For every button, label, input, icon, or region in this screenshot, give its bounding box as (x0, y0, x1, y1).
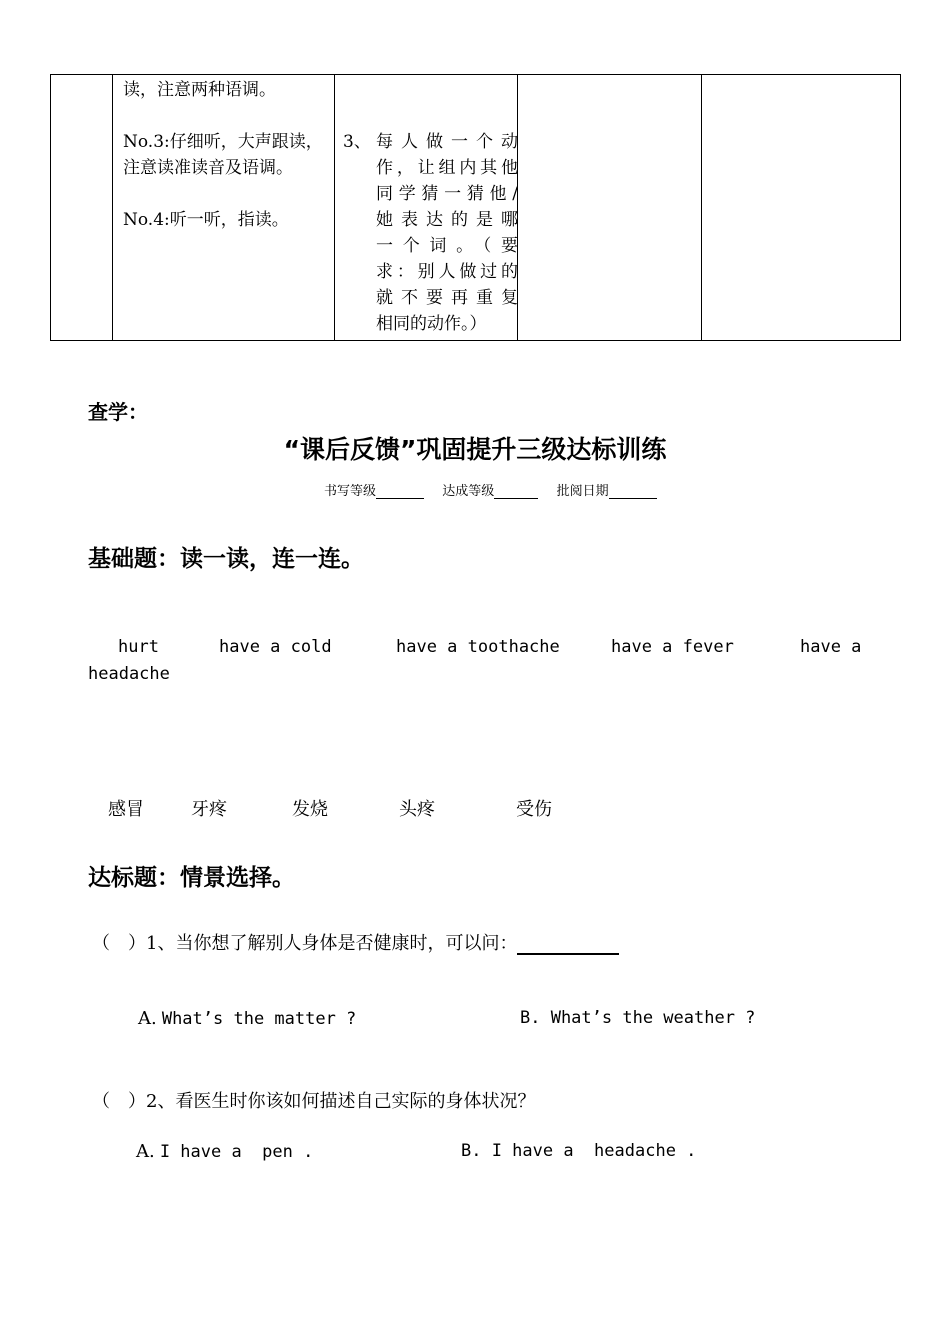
question-1-option-a[interactable] (138, 1008, 356, 1029)
table-cell-activities (123, 77, 335, 233)
question-1-text: （ ）1、当你想了解别人身体是否健康时，可以问： (92, 933, 518, 954)
cell-line: 同学猜一猜他/ (376, 184, 518, 204)
option-a-text: I have a pen . (159, 1142, 314, 1162)
english-word-3: have a toothache (396, 637, 560, 657)
cell-line: No.3:仔细听，大声跟读，注意读准读音及语调。 (123, 132, 323, 178)
question-1 (92, 929, 619, 955)
chinese-word-4: 头疼 (399, 799, 435, 820)
english-word-4: have a fever (611, 637, 734, 657)
cell-line: 读，注意两种语调。 (123, 80, 276, 100)
option-a-label: A. (136, 1141, 155, 1162)
cell-line: No.4:听一听，指读。 (123, 210, 289, 230)
cell-line: 一个词。（要 (376, 236, 518, 256)
chinese-word-3: 发烧 (292, 799, 328, 820)
table-divider (701, 75, 702, 340)
english-word-1: hurt (118, 637, 159, 657)
chinese-word-5: 受伤 (516, 799, 552, 820)
question-2-text: （ ）2、看医生时你该如何描述自己实际的身体状况？ (92, 1091, 536, 1112)
achieve-grade-label: 达成等级 (442, 484, 495, 499)
grade-line (324, 480, 657, 499)
review-date-label: 批阅日期 (556, 484, 609, 499)
option-a-label: A. (138, 1008, 157, 1029)
english-word-5-wrap: headache (88, 664, 170, 684)
english-word-5: have a (800, 637, 862, 657)
table-divider (112, 75, 113, 340)
english-word-2: have a cold (219, 637, 332, 657)
check-label: 查学： (88, 400, 148, 424)
question-1-answer-blank[interactable] (517, 933, 619, 955)
question-1-option-b[interactable]: B. What’s the weather ? (520, 1008, 756, 1028)
cell-line: 就不要再重复 (376, 288, 518, 308)
item-number: 3、 (343, 132, 371, 152)
option-a-text: What’s the matter ? (161, 1009, 357, 1029)
standard-heading: 达标题：情景选择。 (88, 864, 295, 891)
cell-line: 作，让组内其他 (376, 158, 518, 178)
cell-line: 相同的动作。） (376, 314, 487, 334)
cell-line: 她表达的是哪 (376, 210, 518, 230)
lesson-table (50, 74, 901, 341)
basic-heading: 基础题：读一读，连一连。 (88, 545, 364, 572)
chinese-word-1: 感冒 (108, 799, 144, 820)
achieve-grade-blank[interactable] (494, 498, 538, 499)
writing-grade-blank[interactable] (376, 498, 424, 499)
cell-line: 每人做一个动 (376, 132, 518, 152)
review-date-blank[interactable] (609, 498, 657, 499)
writing-grade-label: 书写等级 (324, 484, 377, 499)
chinese-word-2: 牙疼 (191, 799, 227, 820)
page-title: “课后反馈”巩固提升三级达标训练 (283, 435, 667, 464)
question-2-option-b[interactable]: B. I have a headache . (461, 1141, 697, 1161)
question-2-option-a[interactable] (136, 1141, 313, 1162)
cell-line: 求：别人做过的 (376, 262, 518, 282)
